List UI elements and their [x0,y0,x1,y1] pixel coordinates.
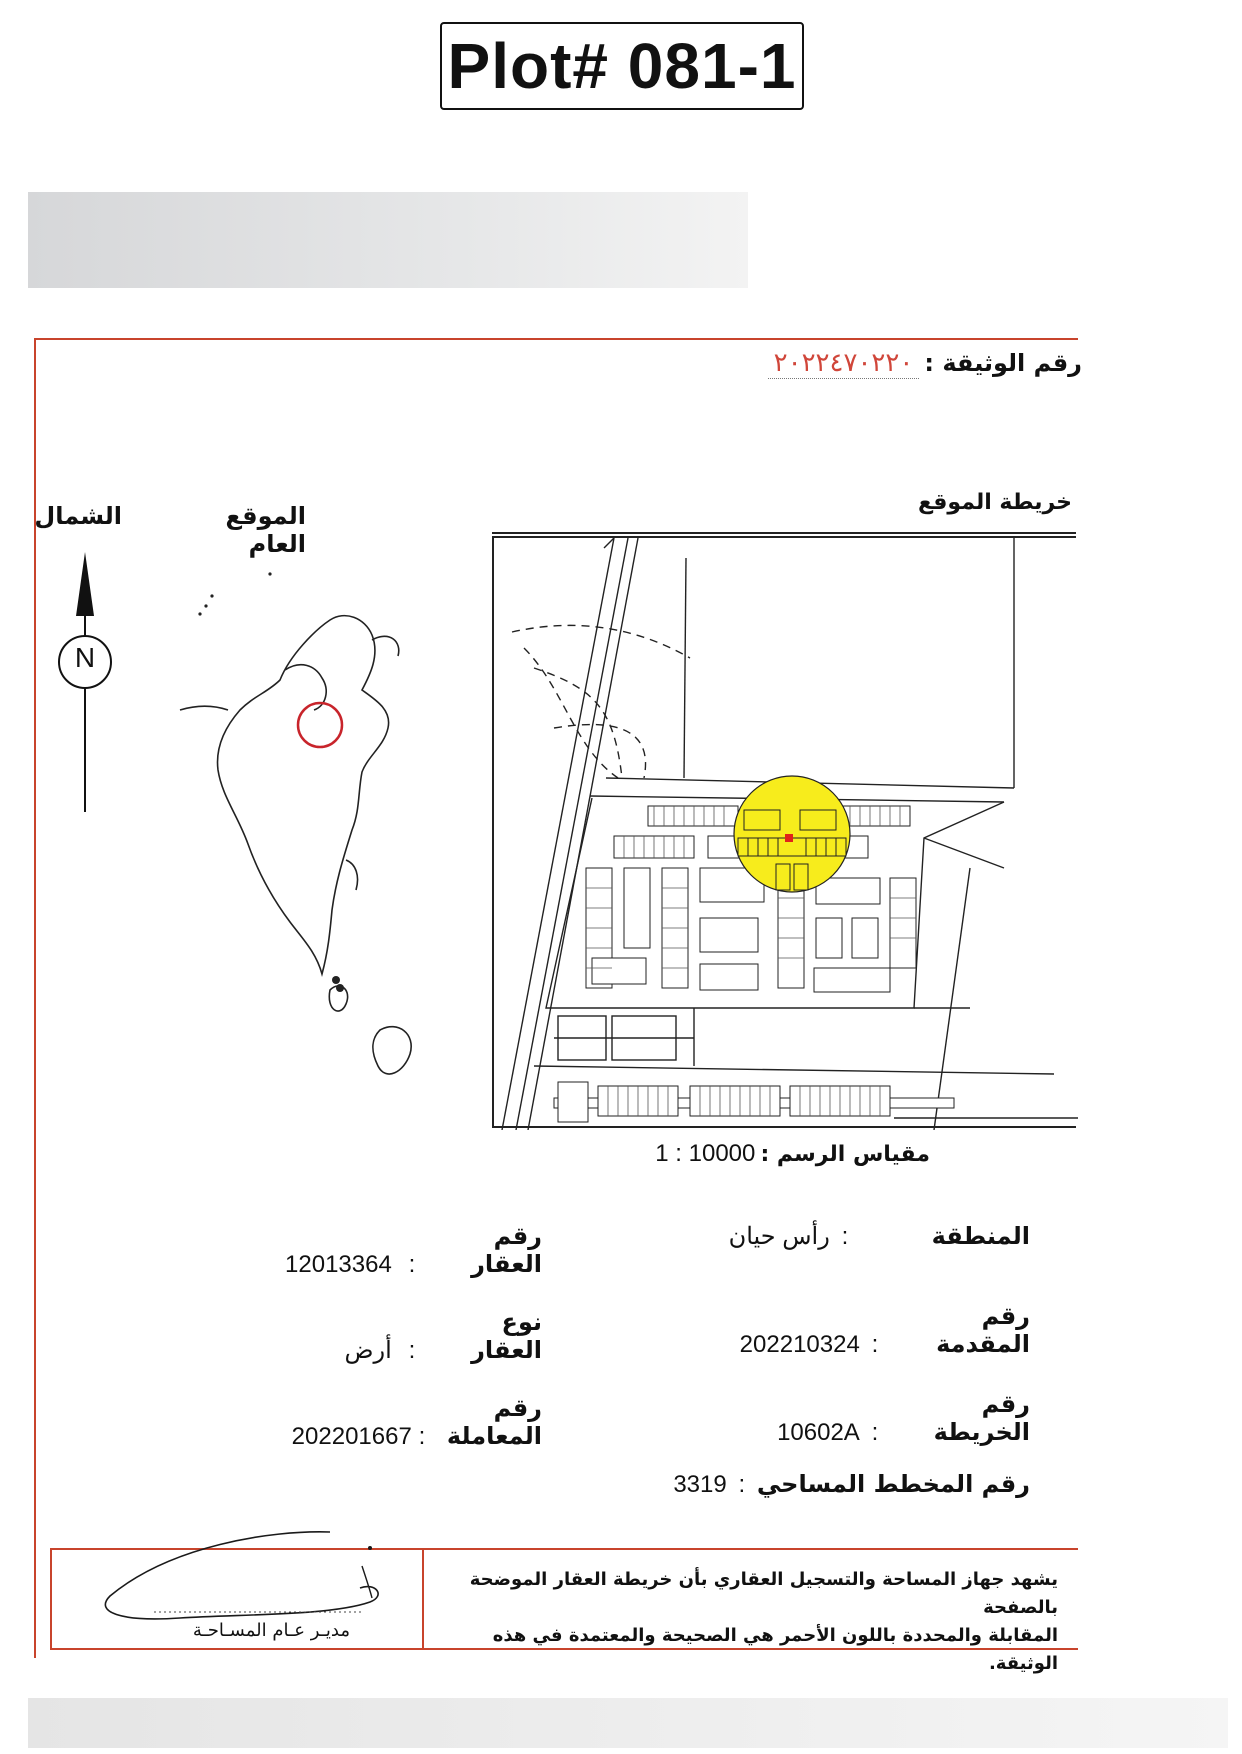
detail-map-number [610,1390,1030,1447]
bahrain-overview-map [140,560,440,1090]
scale-label: مقياس الرسم : [760,1142,930,1167]
detail-label: رقم المقدمة [936,1302,1030,1358]
detail-label: رقم المخطط المساحي [756,1470,1030,1498]
north-label: الشمال [34,502,122,530]
detail-value: أرض [344,1337,392,1364]
site-map-top-rule [492,532,1076,534]
scan-bottom-band [28,1698,1228,1748]
north-letter: N [74,642,96,673]
detail-value: 10602A [777,1419,860,1446]
scale-value: 1 : 10000 [655,1140,756,1167]
detail-label: رقم المعاملة [446,1394,542,1450]
detail-property-number [242,1222,542,1279]
general-location-label: الموقع العام [225,502,306,558]
target-parcel [785,834,793,842]
detail-property-type [242,1308,542,1365]
detail-transaction-number [242,1394,542,1451]
detail-separator: : [408,1337,416,1364]
document-number-label: رقم الوثيقة : [924,349,1082,377]
detail-survey-plan-number [610,1470,1030,1499]
detail-value: رأس حيان [728,1223,830,1250]
detail-label: رقم العقار [471,1222,542,1278]
detail-separator: : [841,1223,849,1250]
detail-separator: : [738,1471,746,1498]
site-map-drawing [494,538,1078,1130]
certification-text [440,1566,1058,1678]
scale-row [600,1140,930,1168]
certification-line-1: يشهد جهاز المساحة والتسجيل العقاري بأن خريطة العقار الموضحة بالصفحة [469,1569,1058,1618]
site-map-frame [492,536,1076,1128]
detail-value: 3319 [673,1471,727,1498]
cert-left-line [50,1548,52,1650]
frame-top-line [34,338,1078,340]
document-number-row [582,348,1082,378]
plot-title: Plot# 081-1 [440,22,804,110]
signatory-title: مديـر عـام المسـاحـة [192,1620,350,1641]
detail-value: 12013364 [285,1251,392,1278]
scan-gray-band [28,192,748,288]
detail-separator: : [418,1423,426,1450]
detail-value: 202210324 [739,1331,860,1358]
detail-separator: : [871,1331,879,1358]
cert-divider-line [422,1548,424,1650]
detail-separator: : [408,1251,416,1278]
certification-line-2: المقابلة والمحددة باللون الأحمر هي الصحيحة والمعتمدة في هذه الوثيقة. [492,1625,1058,1674]
north-arrow-icon [52,552,118,812]
location-marker-circle [298,703,342,747]
detail-label: المنطقة [931,1222,1030,1250]
detail-submission-number [610,1302,1030,1359]
detail-value: 202201667 [291,1423,412,1450]
site-map-title: خريطة الموقع [917,490,1072,515]
detail-separator: : [871,1419,879,1446]
detail-area [610,1222,1030,1251]
detail-label: رقم الخريطة [933,1390,1030,1446]
detail-label: نوع العقار [471,1308,542,1364]
document-number-value: ٢٠٢٢٤٧٠٢٢٠ [768,348,920,379]
